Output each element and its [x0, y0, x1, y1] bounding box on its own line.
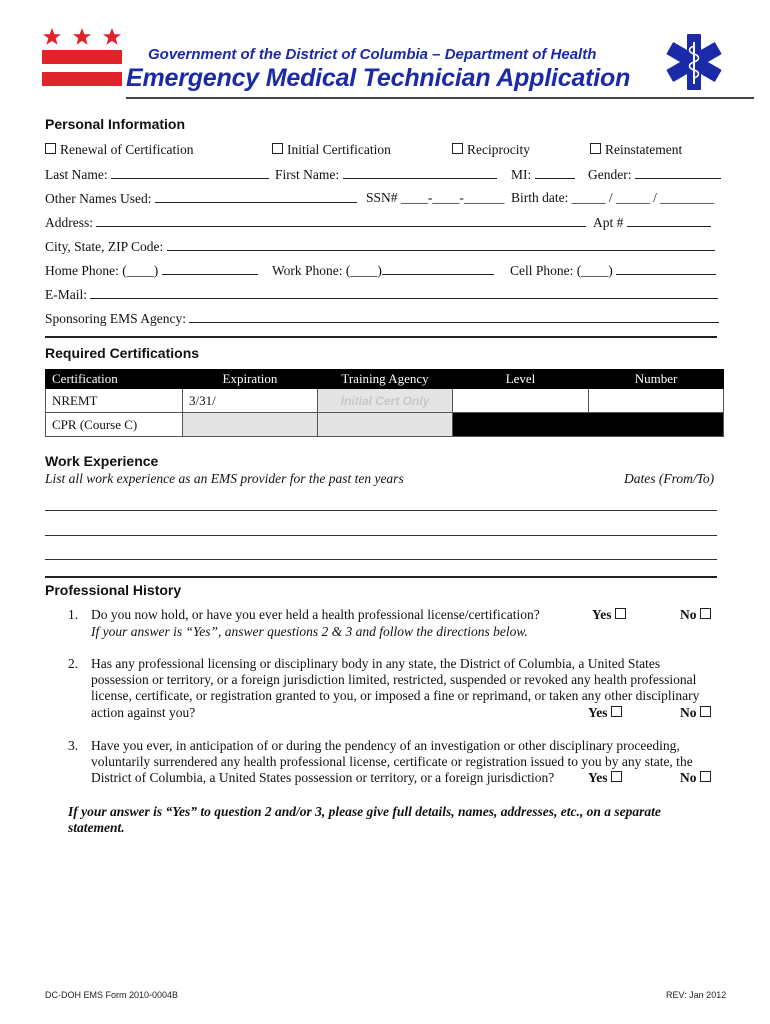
q3-no-option[interactable]: No [680, 770, 715, 787]
column-header: Certification [46, 370, 183, 389]
question-number: 1. [68, 607, 79, 622]
q1-no-option[interactable]: No [680, 607, 715, 624]
expiration-cell [183, 413, 318, 437]
government-line: Government of the District of Columbia – Department of Health [148, 46, 597, 63]
training-agency-cell [318, 413, 453, 437]
closing-note: If your answer is “Yes” to question 2 and/or 3, please give full details, names, addresses, etc., on a separate [68, 804, 661, 819]
question-1-text: Do you now hold, or have you ever held a health professional license/certification? [91, 607, 540, 622]
checkbox[interactable] [45, 143, 56, 154]
question-3-line: Have you ever, in anticipation of or during the pendency of an investigation or other disciplinary proceeding, [91, 738, 680, 753]
checkbox[interactable] [272, 143, 283, 154]
q1-yes-option[interactable]: Yes [592, 607, 630, 624]
checkbox[interactable] [611, 771, 622, 782]
cell-phone-field[interactable]: Cell Phone: (____) [510, 262, 716, 279]
work-entry-line[interactable] [45, 535, 717, 536]
question-3-line: voluntarily surrendered any health professional license, certificate or registration issued to you by any state, the [91, 754, 693, 769]
checkbox[interactable] [590, 143, 601, 154]
column-header: Number [589, 370, 724, 389]
q2-yes-option[interactable]: Yes [588, 705, 626, 722]
training-agency-cell: Initial Cert Only [318, 389, 453, 413]
question-2-line: action against you? [91, 705, 196, 720]
sponsoring-agency-field[interactable]: Sponsoring EMS Agency: [45, 310, 719, 327]
address-field[interactable]: Address: [45, 214, 586, 231]
form-id: DC-DOH EMS Form 2010-0004B [45, 990, 179, 1000]
dates-label: Dates (From/To) [624, 471, 715, 486]
table-row [46, 413, 724, 437]
gender-field[interactable]: Gender: [588, 166, 721, 183]
first-name-field[interactable]: First Name: [275, 166, 497, 183]
question-3-line: District of Columbia, a United States possession or territory, or a foreign jurisdiction? [91, 770, 555, 785]
question-number: 3. [68, 738, 79, 753]
checkbox[interactable] [615, 608, 626, 619]
section-divider [45, 576, 717, 578]
home-phone-field[interactable]: Home Phone: (____) [45, 262, 258, 279]
blocked-cell [453, 413, 724, 437]
level-cell[interactable] [453, 389, 589, 413]
column-header: Training Agency [318, 370, 453, 389]
checkbox[interactable] [700, 608, 711, 619]
cert-name-cell: NREMT [46, 389, 183, 413]
checkbox[interactable] [611, 706, 622, 717]
option-reciprocity[interactable]: Reciprocity [452, 142, 530, 158]
header-rule [126, 97, 754, 99]
question-2-line: license, certificate, or registration granted to you, or imposed a fine or reprimand, or taken any other disciplinary [91, 688, 700, 703]
cert-name-cell: CPR (Course C) [46, 413, 183, 437]
other-names-field[interactable]: Other Names Used: [45, 190, 357, 207]
personal-info-title: Personal Information [45, 116, 186, 132]
professional-history-title: Professional History [45, 582, 182, 598]
email-field[interactable]: E-Mail: [45, 286, 718, 303]
question-number: 2. [68, 656, 79, 671]
birth-date-field[interactable]: Birth date: _____ / _____ / ________ [511, 190, 715, 205]
question-2-line: Has any professional licensing or disciplinary body in any state, the District of Columbia, a United States [91, 656, 661, 671]
section-divider [45, 336, 717, 338]
checkbox[interactable] [700, 771, 711, 782]
page-title: Emergency Medical Technician Application [126, 64, 631, 92]
option-initial[interactable]: Initial Certification [272, 142, 391, 158]
expiration-cell[interactable]: 3/31/ [183, 389, 318, 413]
certifications-table [45, 369, 724, 437]
revision-date: REV: Jan 2012 [666, 990, 727, 1000]
column-header: Level [453, 370, 589, 389]
checkbox[interactable] [700, 706, 711, 717]
star-of-life-icon [662, 30, 726, 94]
column-header: Expiration [183, 370, 318, 389]
apt-field[interactable]: Apt # [593, 214, 711, 231]
work-entry-line[interactable] [45, 559, 717, 560]
mi-field[interactable]: MI: [511, 166, 575, 183]
question-1-note: If your answer is “Yes”, answer questions 2 & 3 and follow the directions below. [91, 624, 528, 639]
last-name-field[interactable]: Last Name: [45, 166, 269, 183]
option-renewal[interactable]: Renewal of Certification [45, 142, 193, 158]
ssn-field[interactable]: SSN# ____-____-______ [366, 190, 505, 205]
table-header-row [46, 370, 724, 389]
certifications-title: Required Certifications [45, 345, 200, 361]
number-cell[interactable] [589, 389, 724, 413]
dc-flag-icon [42, 26, 122, 96]
table-row [46, 389, 724, 413]
q3-yes-option[interactable]: Yes [588, 770, 626, 787]
city-state-zip-field[interactable]: City, State, ZIP Code: [45, 238, 715, 255]
closing-note-cont: statement. [68, 820, 125, 835]
work-experience-subtitle: List all work experience as an EMS provider for the past ten years [45, 471, 404, 486]
work-phone-field[interactable]: Work Phone: (____) [272, 262, 494, 279]
q2-no-option[interactable]: No [680, 705, 715, 722]
work-experience-title: Work Experience [45, 453, 159, 469]
checkbox[interactable] [452, 143, 463, 154]
question-2-line: possession or territory, or a foreign jurisdiction limited, restricted, suspended or revoked any health professional [91, 672, 697, 687]
option-reinstatement[interactable]: Reinstatement [590, 142, 682, 158]
work-entry-line[interactable] [45, 510, 717, 511]
